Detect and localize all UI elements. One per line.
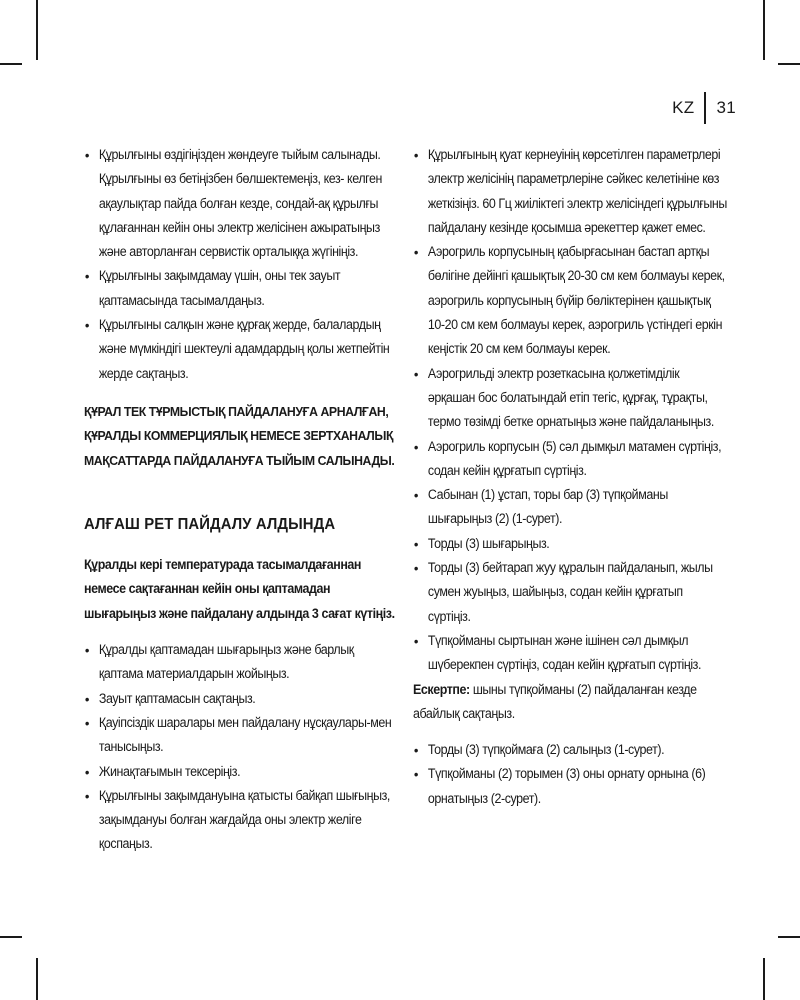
crop-mark [763, 958, 765, 1000]
section-title: АЛҒАШ РЕТ ПАЙДАЛУ АЛДЫНДА [84, 515, 336, 533]
crop-mark [778, 936, 800, 938]
list-item: • Аэрогриль корпусын (5) сәл дымқыл матамен сүртіңіз, содан кейін құрғатып сүртіңіз. [413, 435, 727, 484]
crop-mark [36, 0, 38, 60]
list-item: • Құрылғыны зақымдамау үшін, оны тек зауыт қаптамасында тасымалдаңыз. [84, 264, 398, 313]
crop-mark [36, 958, 38, 1000]
household-use-notice: ҚҰРАЛ ТЕК ТҰРМЫСТЫҚ ПАЙДАЛАНУҒА АРНАЛҒАН, ҚҰРАЛДЫ КОММЕРЦИЯЛЫҚ НЕМЕСЕ ЗЕРТХАНАЛЫҚ МАҚСАТТАРДА ПАЙДАЛАНУҒА ТЫЙЫМ САЛЫНАДЫ. [84, 403, 395, 468]
safety-list [84, 143, 398, 386]
right-column [413, 143, 727, 811]
list-item: • Құрылғыны өздігіңізден жөндеуге тыйым салынады. Құрылғыны өз бетіңізбен бөлшектемеңіз, кез- келген ақаулықтар пайда болған кезде, сондай-ақ құрылғы құлағаннан кейін оны электр желісінен ажыратыңыз және авторланған сервистік орталыққа жүгініңіз. [84, 143, 398, 264]
page-number: 31 [716, 98, 736, 117]
section-lead: Құралды кері температурада тасымалдағаннан немесе сақтағаннан кейін оны қаптамадан шығарыңыз және пайдалану алдында 3 сағат күтіңіз. [84, 557, 395, 621]
note-label: Ескертпе: [413, 681, 470, 697]
list-item: • Зауыт қаптамасын сақтаңыз. [84, 687, 398, 711]
caution-note [413, 678, 727, 727]
note-text: шыны түпқойманы (2) пайдаланған кезде абайлық сақтаңыз. [413, 681, 697, 721]
list-item: • Сабынан (1) ұстап, торы бар (3) түпқойманы шығарыңыз (2) (1-сурет). [413, 483, 727, 532]
left-column [84, 143, 398, 857]
header-divider [704, 92, 706, 124]
list-item: • Торды (3) бейтарап жуу құралын пайдаланып, жылы сумен жуыңыз, шайыңыз, содан кейін құрғатып сүртіңіз. [413, 556, 727, 629]
crop-mark [0, 936, 22, 938]
list-item: • Торды (3) түпқоймаға (2) салыңыз (1-сурет). [413, 738, 727, 762]
crop-mark [0, 63, 22, 65]
list-item: • Торды (3) шығарыңыз. [413, 532, 727, 556]
page-header [672, 92, 736, 124]
language-code: KZ [672, 98, 695, 117]
setup-list [413, 143, 727, 678]
list-item: • Құрылғыны зақымдануына қатысты байқап шығыңыз, зақымдануы болған жағдайда оны электр желіге қоспаңыз. [84, 784, 398, 857]
list-item: • Аэрогрильді электр розеткасына қолжетімділік әрқашан бос болатындай етіп тегіс, құрғақ, тұрақты, термо төзімді бетке орнатыңыз және пайдаланыңыз. [413, 362, 727, 435]
list-item: • Құралды қаптамадан шығарыңыз және барлық қаптама материалдарын жойыңыз. [84, 638, 398, 687]
list-item: • Түпқойманы (2) торымен (3) оны орнату орнына (6) орнатыңыз (2-сурет). [413, 762, 727, 811]
list-item: • Түпқойманы сыртынан және ішінен сәл дымқыл шүберекпен сүртіңіз, содан кейін құрғатып сүртіңіз. [413, 629, 727, 678]
list-item: • Аэрогриль корпусының қабырғасынан бастап артқы бөлігіне дейінгі қашықтық 20-30 см кем болмауы керек, аэрогриль корпусының бүйір бөліктерінен қашықтық 10-20 см кем болмауы керек, аэрогриль үстіндегі еркін кеңістік 20 см кем болмауы керек. [413, 240, 727, 361]
preparation-list [84, 638, 398, 857]
list-item: • Жинақтағымын тексеріңіз. [84, 760, 398, 784]
assembly-list [413, 738, 727, 811]
list-item: • Құрылғыны салқын және құрғақ жерде, балалардың және мүмкіндігі шектеулі адамдардың қолы жетпейтін жерде сақтаңыз. [84, 313, 398, 386]
crop-mark [778, 63, 800, 65]
list-item: • Қауіпсіздік шаралары мен пайдалану нұсқаулары-мен танысыңыз. [84, 711, 398, 760]
crop-mark [763, 0, 765, 60]
list-item: • Құрылғының қуат кернеуінің көрсетілген параметрлері электр желісінің параметрлеріне сәйкес келетініне көз жеткізіңіз. 60 Гц жиіліктегі электр желісіндегі құрылғыны пайдалану кезінде қосымша әрекеттер қажет емес. [413, 143, 727, 240]
